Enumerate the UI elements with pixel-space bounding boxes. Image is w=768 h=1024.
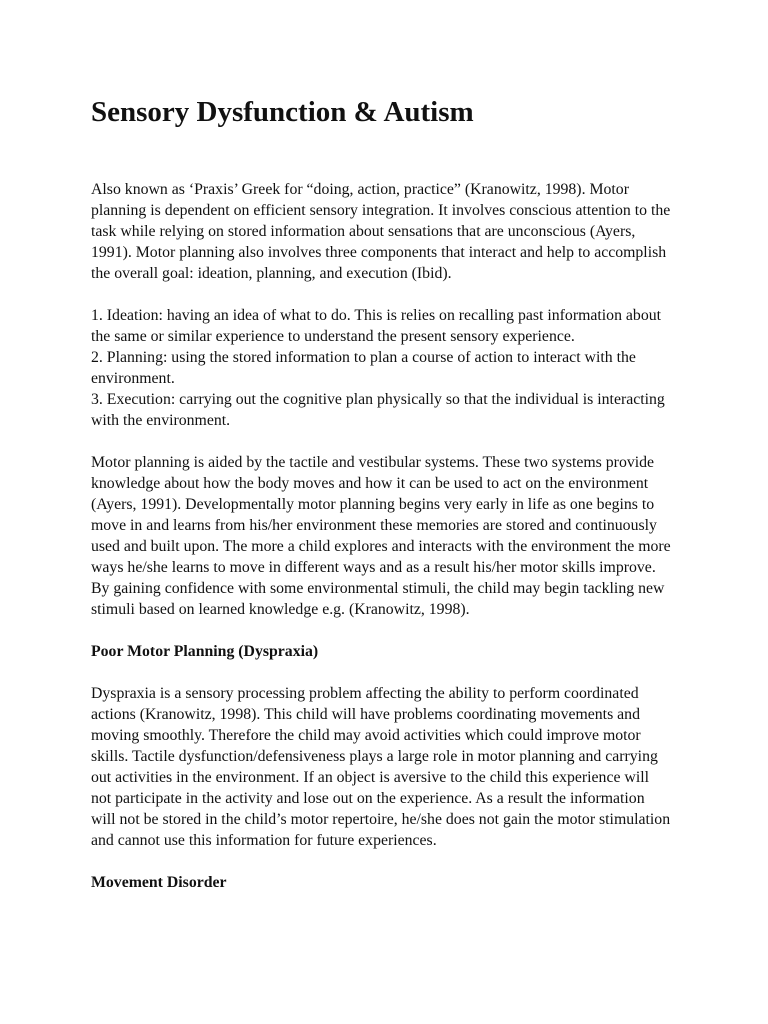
dyspraxia-paragraph: Dyspraxia is a sensory processing problem affecting the ability to perform coordinated actions (Kranowitz, 1998). This child will have problems coordinating movements and moving smoothly. Therefore the child may avoid activities which could improve motor skills. Tactile dysfunction/defensiveness plays a large role in motor planning and carrying out activities in the environment. If an object is aversive to the child this experience will not participate in the activity and lose out on the experience. As a result the information will not be stored in the child’s motor repertoire, he/she does not gain the motor stimulation and cannot use this information for future experiences. — [91, 685, 671, 849]
motor-planning-paragraph: Motor planning is aided by the tactile and vestibular systems. These two systems provide knowledge about how the body moves and how it can be used to act on the environment (Ayers, 1991). Developmentally motor planning begins very early in life as one begins to move in and learns from his/her environment these memories are stored and continuously used and built upon. The more a child explores and interacts with the environment the more ways he/she learns to move in different ways and as a result his/her motor skills improve. By gaining confidence with some environmental stimuli, the child may begin tackling new stimuli based on learned knowledge e.g. (Kranowitz, 1998). — [91, 454, 671, 618]
heading-dyspraxia: Poor Motor Planning (Dyspraxia) — [91, 643, 319, 660]
component-ideation: 1. Ideation: having an idea of what to do. This is relies on recalling past information about the same or similar experience to understand the present sensory experience. — [91, 307, 662, 345]
heading-movement-disorder: Movement Disorder — [91, 874, 227, 891]
components-list — [91, 305, 671, 431]
document-title: Sensory Dysfunction & Autism — [91, 96, 474, 128]
component-execution: 3. Execution: carrying out the cognitive plan physically so that the individual is interacting with the environment. — [91, 391, 665, 429]
intro-paragraph: Also known as ‘Praxis’ Greek for “doing, action, practice” (Kranowitz, 1998). Motor planning is dependent on efficient sensory integration. It involves conscious attention to the task while relying on stored information about sensations that are unconscious (Ayers, 1991). Motor planning also involves three components that interact and help to accomplish the overall goal: ideation, planning, and execution (Ibid). — [91, 181, 671, 282]
component-planning: 2. Planning: using the stored information to plan a course of action to interact with the environment. — [91, 349, 636, 387]
